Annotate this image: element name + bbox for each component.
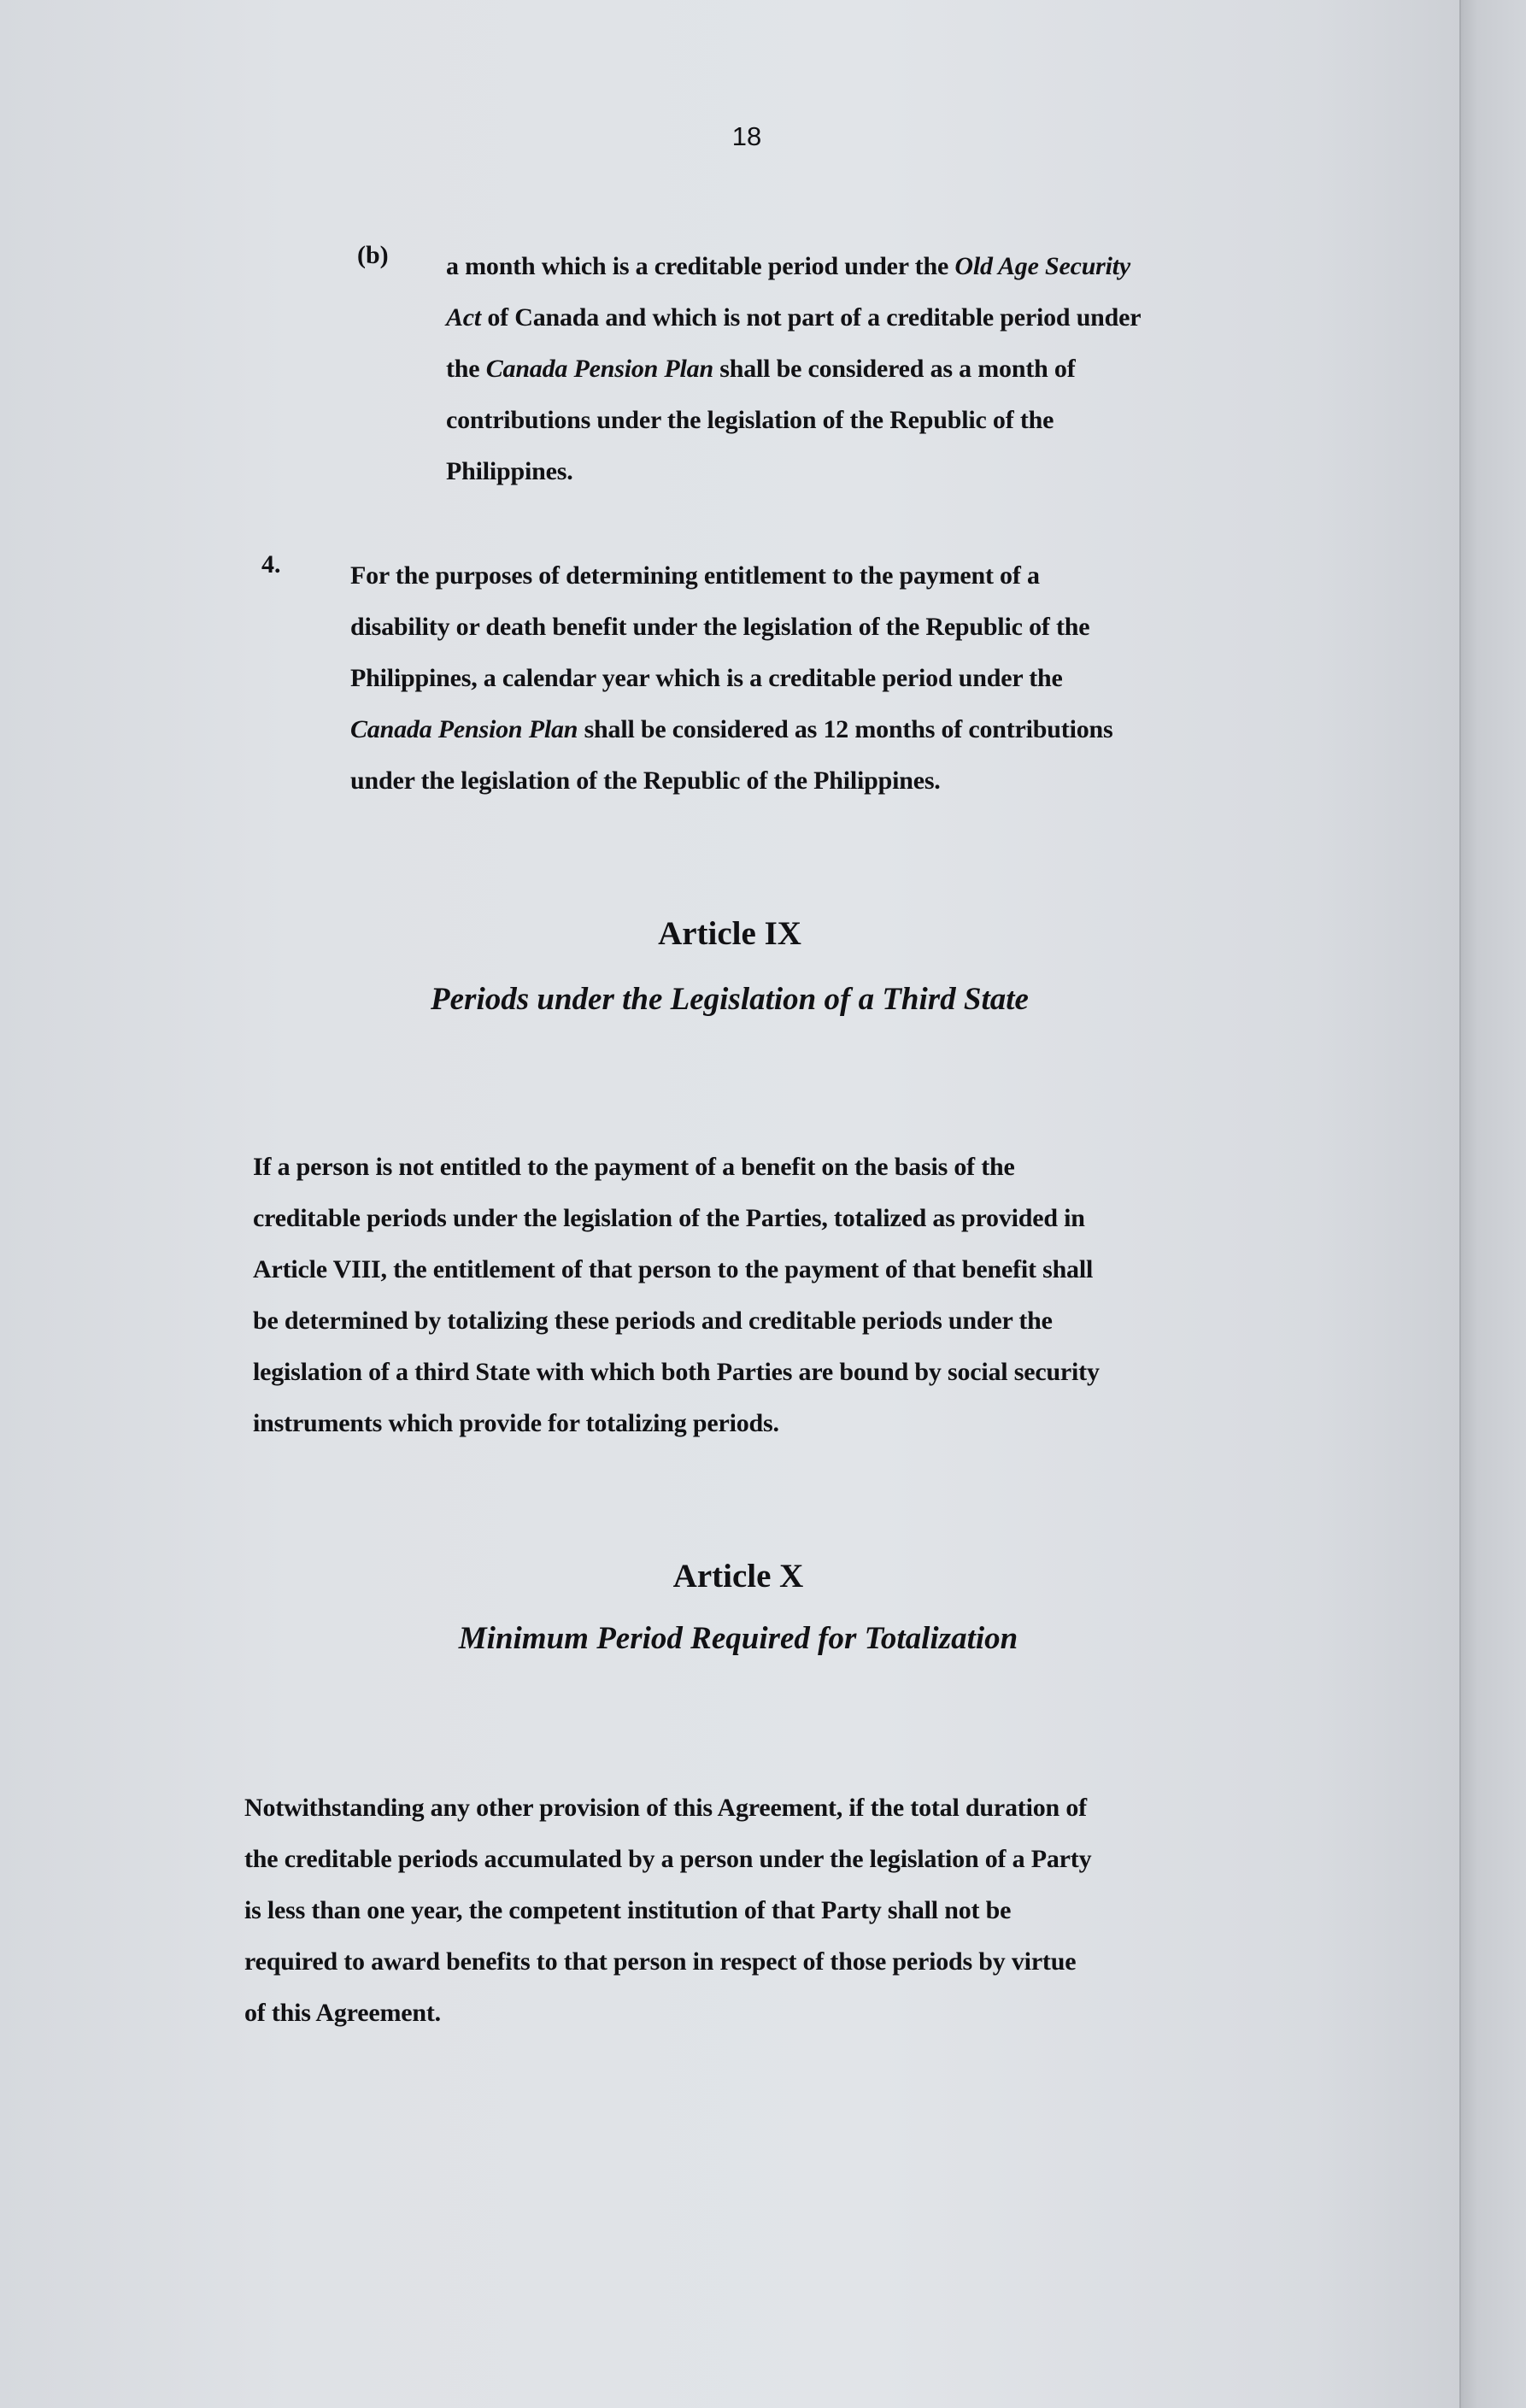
text-line: be determined by totalizing these periods and creditable periods under the [253, 1307, 1053, 1335]
text-line: of this Agreement. [244, 1999, 441, 2027]
text-line: disability or death benefit under the legislation of the Republic of the [350, 613, 1090, 641]
clause-b-marker: (b) [357, 241, 389, 269]
article-x-paragraph [244, 1783, 1091, 2039]
text-line: Act of Canada and which is not part of a creditable period under [446, 303, 1142, 332]
clause-4-text [350, 550, 1112, 807]
text-line: For the purposes of determining entitlement to the payment of a [350, 561, 1040, 590]
text-line: is less than one year, the competent institution of that Party shall not be [244, 1896, 1012, 1924]
text-line: Canada Pension Plan shall be considered as 12 months of contributions [350, 715, 1113, 743]
text-line: Philippines. [446, 457, 573, 485]
text-line: Notwithstanding any other provision of this Agreement, if the total duration of [244, 1794, 1087, 1822]
text-line: creditable periods under the legislation of the Parties, totalized as provided in [253, 1204, 1085, 1232]
text-line: Philippines, a calendar year which is a creditable period under the [350, 664, 1063, 692]
text-line: legislation of a third State with which both Parties are bound by social security [253, 1358, 1100, 1386]
text-line: required to award benefits to that person in respect of those periods by virtue [244, 1947, 1077, 1976]
text-line: the creditable periods accumulated by a person under the legislation of a Party [244, 1845, 1092, 1873]
page-edge [1459, 0, 1526, 2408]
page-number: 18 [731, 121, 762, 151]
text-line: Article VIII, the entitlement of that person to the payment of that benefit shall [253, 1255, 1094, 1283]
clause-4-marker: 4. [261, 550, 281, 579]
text-line: the Canada Pension Plan shall be considered as a month of [446, 355, 1076, 383]
clause-b-text [446, 241, 1141, 497]
text-line: instruments which provide for totalizing periods. [253, 1409, 779, 1437]
article-ix-subtitle: Periods under the Legislation of a Third State [431, 982, 1029, 1017]
text-line: a month which is a creditable period under the Old Age Security [446, 252, 1131, 280]
article-ix-title: Article IX [658, 915, 801, 952]
article-x-title: Article X [672, 1558, 804, 1595]
text-line: under the legislation of the Republic of the Philippines. [350, 766, 941, 795]
article-ix-paragraph [253, 1142, 1100, 1449]
text-line: contributions under the legislation of the Republic of the [446, 406, 1054, 434]
article-x-subtitle: Minimum Period Required for Totalization [458, 1621, 1018, 1656]
text-line: If a person is not entitled to the payment of a benefit on the basis of the [253, 1153, 1015, 1181]
